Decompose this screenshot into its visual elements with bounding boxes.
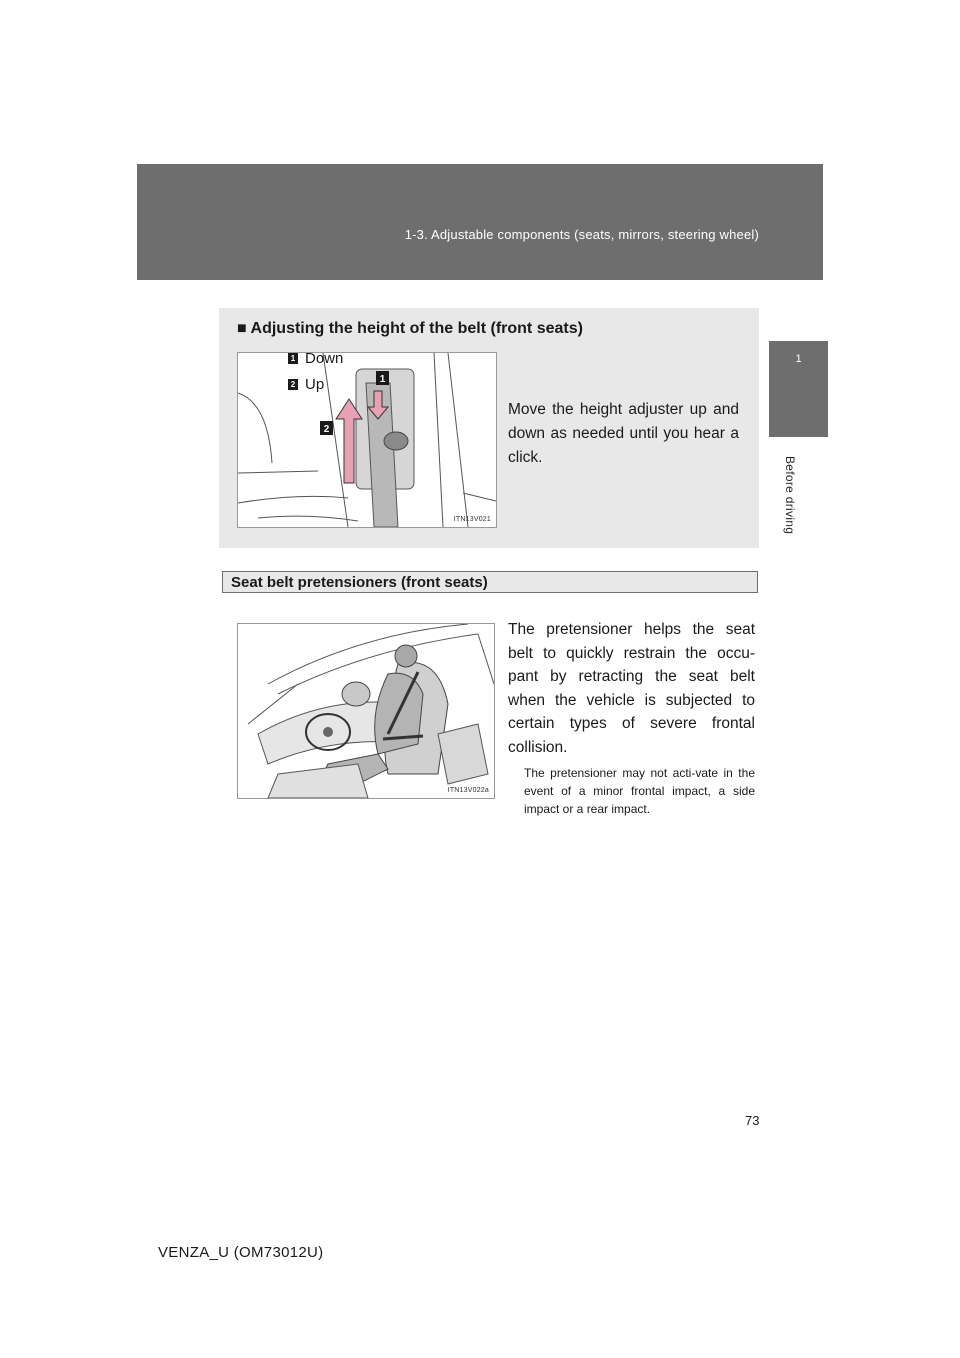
chapter-label: Before driving bbox=[783, 456, 797, 535]
footer-model-code: VENZA_U (OM73012U) bbox=[158, 1244, 324, 1261]
page-number: 73 bbox=[745, 1113, 760, 1128]
figure-code: ITN13V022a bbox=[447, 787, 489, 794]
pretensioner-heading-bar bbox=[222, 571, 758, 593]
section-header-band bbox=[137, 164, 823, 280]
belt-height-heading: ■ Adjusting the height of the belt (front seats) bbox=[237, 320, 583, 337]
pretensioner-illustration bbox=[238, 624, 494, 798]
belt-height-figure bbox=[237, 352, 497, 528]
step-label: Down bbox=[305, 350, 344, 367]
step-down bbox=[288, 350, 343, 367]
belt-height-illustration bbox=[238, 353, 496, 527]
figure-code: ITN13V021 bbox=[453, 516, 491, 523]
step-up bbox=[288, 376, 324, 393]
pretensioner-figure bbox=[237, 623, 495, 799]
callout-badge-2 bbox=[320, 421, 333, 435]
step-badge: 2 bbox=[288, 379, 298, 390]
step-badge: 1 bbox=[288, 353, 298, 364]
belt-height-instruction: Move the height adjuster up and down as needed until you hear a click. bbox=[508, 401, 739, 466]
section-title: 1-3. Adjustable components (seats, mirrors, steering wheel) bbox=[404, 227, 759, 242]
chapter-number: 1 bbox=[795, 353, 802, 365]
callout-badge-1 bbox=[376, 371, 389, 385]
pretensioner-heading: Seat belt pretensioners (front seats) bbox=[231, 574, 488, 591]
svg-text:1: 1 bbox=[379, 374, 386, 385]
pretensioner-note: The pretensioner may not acti-vate in the event of a minor frontal impact, a side impact or a rear impact. bbox=[524, 766, 755, 816]
step-label: Up bbox=[305, 376, 325, 393]
svg-text:2: 2 bbox=[323, 424, 330, 435]
pretensioner-body: The pretensioner helps the seat belt to quickly restrain the occu-pant by retracting the seat belt when the vehicle is subjected to certain types of severe frontal collision. bbox=[508, 621, 755, 756]
chapter-tab bbox=[769, 341, 828, 437]
